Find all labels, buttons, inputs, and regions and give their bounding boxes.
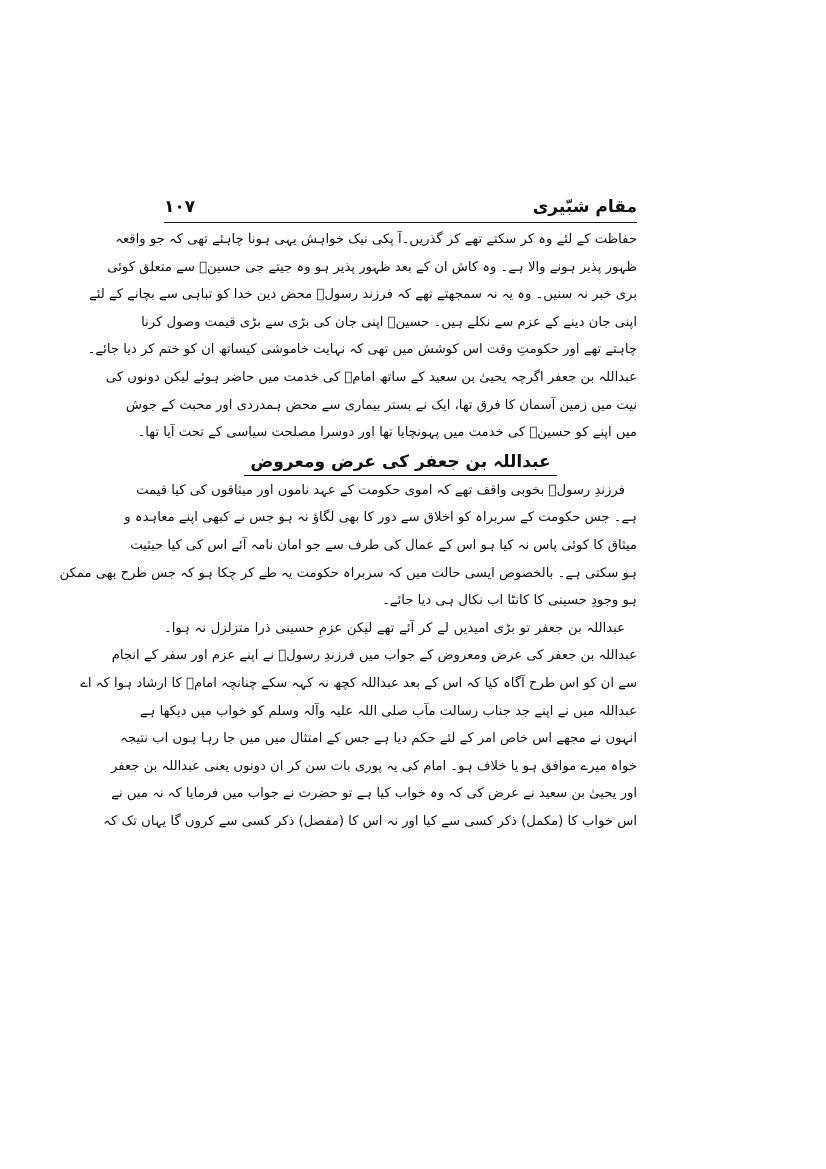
text-line: چاہتے تھے اور حکومتِ وقت اس کوشش میں تھی کہ نہایت خاموشی کیساتھ ان کو ختم کر دیا جائے۔ <box>87 342 637 358</box>
text-line: عبداللہ میں نے اپنے جد جناب رسالت مآب صلی اللہ علیہ وآلہ وسلم کو خواب میں دیکھا ہے <box>139 703 637 719</box>
text-line: ظہور پذیر ہونے والا ہے۔ وہ کاش ان کے بعد ظہور پذیر ہو وہ جیتے جی حسینؑ سے متعلق کوئی <box>107 259 637 275</box>
text-line: انہوں نے مجھے اس خاص امر کے لئے حکم دیا ہے جس کے امتثال میں میں جا رہا ہوں اب نتیجہ <box>120 731 637 747</box>
paragraph-3 <box>80 615 637 836</box>
text-line: نیت میں زمین آسمان کا فرق تھا، ایک نے بستر بیماری سے محض ہمدردی اور محبت کے جوش <box>125 397 637 413</box>
page-header <box>164 193 637 217</box>
section-heading <box>164 447 637 477</box>
page-number: ۱۰۷ <box>164 197 196 217</box>
page-body <box>59 226 637 835</box>
text-line: عبداللہ بن جعفر تو بڑی امیدیں لے کر آئے تھے لیکن عزمِ حسینی ذرا متزلزل نہ ہوا۔ <box>164 620 625 636</box>
text-line: بری خبر نہ سنیں۔ وہ یہ نہ سمجھتے تھے کہ فرزند رسولؐ محض دین خدا کو تباہی سے بچانے کے لئے <box>89 287 637 303</box>
text-line: اس خواب کا (مکمل) ذکر کسی سے کیا اور نہ اس کا (مفصل) ذکر کسی سے کروں گا یہاں تک کہ <box>103 813 637 829</box>
text-line: ہو وجودِ حسینی کا کانٹا اب نکال ہی دیا جائے۔ <box>382 593 637 609</box>
text-line: حفاظت کے لئے وہ کر سکتے تھے کر گذریں۔آ پکی نیک خواہش یہی ہونا چاہئے تھی کہ جو واقعہ <box>115 232 637 247</box>
paragraph-2 <box>59 477 637 615</box>
text-line: فرزندِ رسولؐ بخوبی واقف تھے کہ اموی حکومت کے عہد ناموں اور میثاقوں کی کیا قیمت <box>136 482 625 498</box>
text-line: اپنی جان دینے کے عزم سے نکلے ہیں۔ حسینؑ اپنی جان کی بڑی سے بڑی قیمت وصول کرنا <box>141 314 637 330</box>
text-line: ہو سکتی ہے۔ بالخصوص ایسی حالت میں کہ سربراہ حکومت یہ طے کر چکا ہو کہ جس طرح بھی ممکن <box>59 565 637 581</box>
text-line: خواہ میرے موافق ہو یا خلاف ہو۔ امام کی یہ پوری بات سن کر ان دونوں یعنی عبداللہ بن جعفر <box>110 758 637 774</box>
text-line: سے ان کو اس طرح آگاہ کیا کہ اس کے بعد عبداللہ کچھ نہ کہہ سکے چنانچہ امامؑ کا ارشاد ہوا کہ اے <box>80 675 637 691</box>
section-heading-text: عبداللہ بن جعفر کی عرض ومعروض <box>244 449 556 476</box>
text-line: عبداللہ بن جعفر اگرچہ یحییٰ بن سعید کے ساتھ امامؑ کی خدمت میں حاضر ہوئے لیکن دونوں کی <box>105 369 637 385</box>
book-title: مقام شبّیری <box>532 197 637 217</box>
text-line: عبداللہ بن جعفر کی عرض ومعروض کے جواب میں فرزندِ رسولؐ نے اپنے عزم اور سفر کے انجام <box>111 648 637 664</box>
text-line: میثاق کا کوئی پاس نہ کیا ہو اس کے عمال کی طرف سے جو امان نامہ آئے اس کی کیا حیثیت <box>130 537 637 553</box>
paragraph-1 <box>87 226 637 447</box>
header-rule <box>164 222 637 223</box>
text-line: اور یحییٰ بن سعید نے عرض کی کہ وہ خواب کیا ہے تو حضرت نے جواب میں فرمایا کہ نہ میں نے <box>111 786 637 802</box>
text-line: میں اپنے کو حسینؑ کی خدمت میں پہونچایا تھا اور دوسرا مصلحت سیاسی کے تحت آیا تھا۔ <box>137 425 637 441</box>
text-line: ہے۔ جس حکومت کے سربراہ کو اخلاق سے دور کا بھی لگاؤ نہ ہو جس نے کبھی اپنے معاہدہ و <box>124 510 637 526</box>
